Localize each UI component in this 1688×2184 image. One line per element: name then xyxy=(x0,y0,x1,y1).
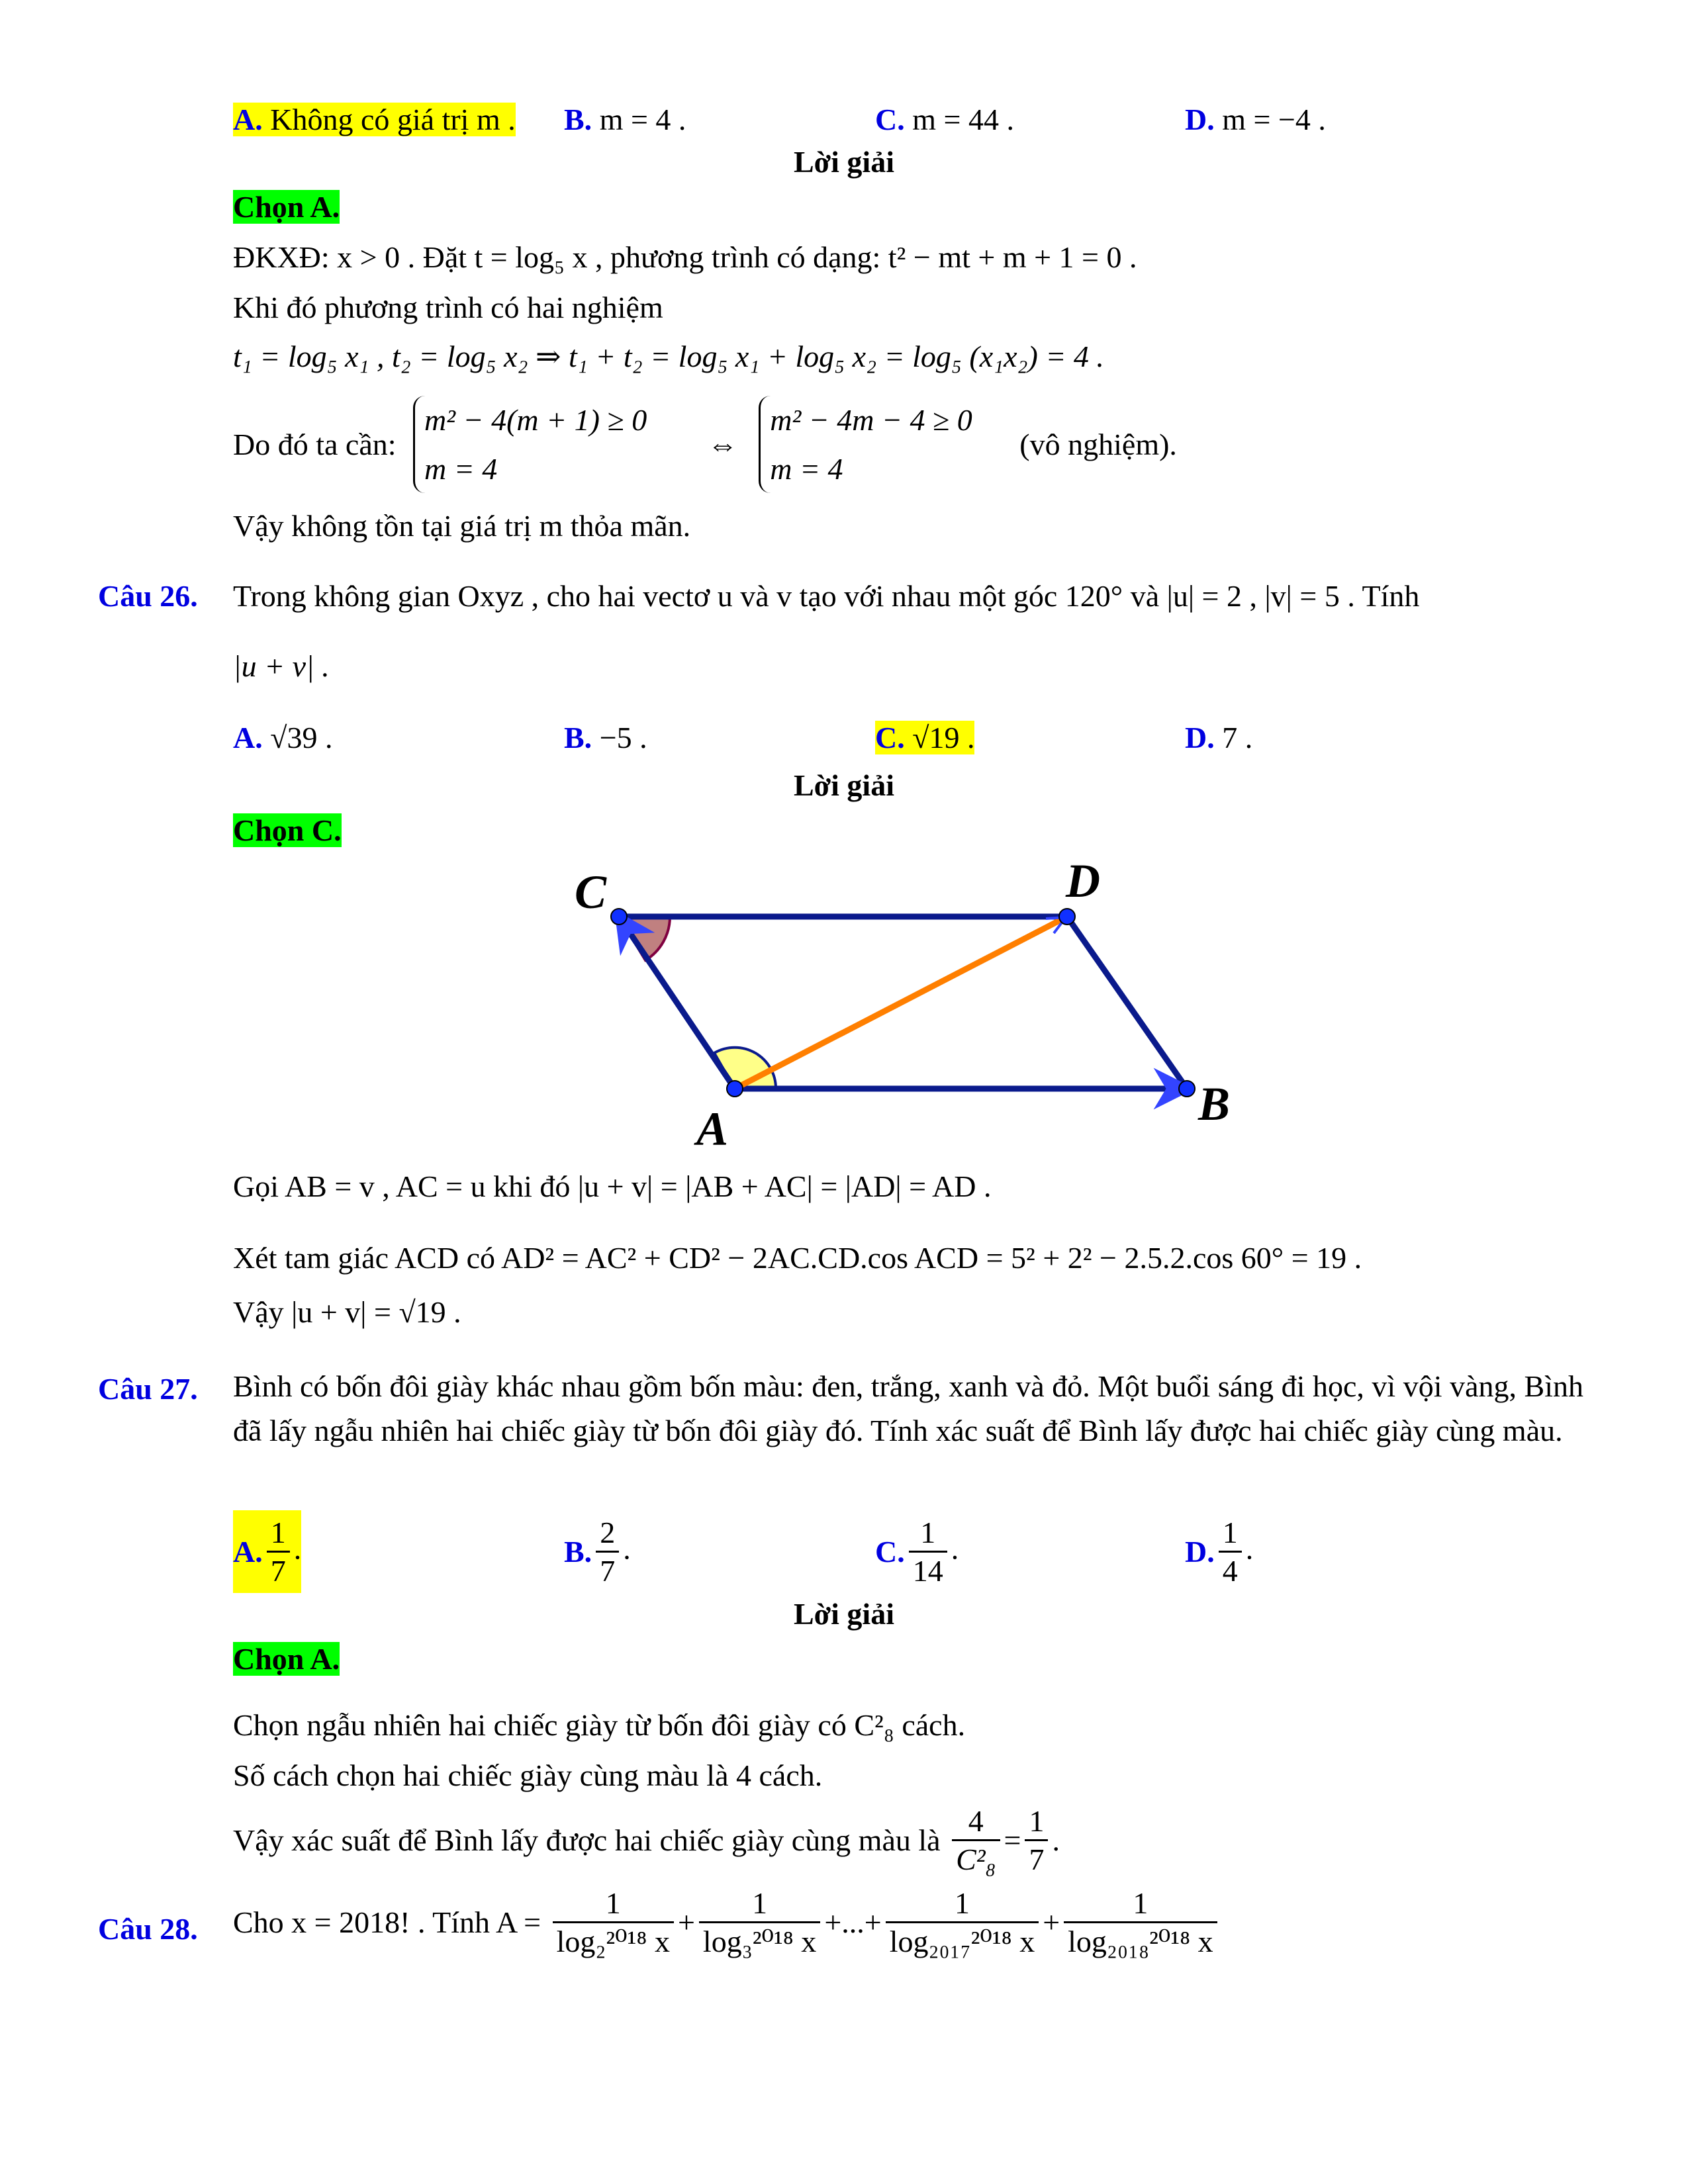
point-a xyxy=(727,1081,743,1097)
q25-sys2-row1: m² − 4m − 4 ≥ 0 xyxy=(770,403,972,437)
q27-option-c-label: C. xyxy=(875,1534,905,1569)
q27-option-a-label: A. xyxy=(233,1534,263,1569)
q25-line4-suffix: (vô nghiệm). xyxy=(1019,427,1177,461)
q26-line2: Xét tam giác ACD có AD² = AC² + CD² − 2AC.CD.cos ACD = 5² + 2² − 2.5.2.cos 60° = 19 . xyxy=(233,1241,1362,1275)
q27-solution-title: Lời giải xyxy=(794,1597,894,1631)
q26-option-a-text: √39 . xyxy=(270,721,333,754)
q26-option-b-label: B. xyxy=(564,721,592,754)
q25-line5: Vậy không tồn tại giá trị m thỏa mãn. xyxy=(233,509,691,543)
q25-option-d-text: m = −4 . xyxy=(1222,103,1326,136)
q28-dots: +...+ xyxy=(824,1905,882,1939)
q27-option-b[interactable]: B. $\frac{2}{7}$ . xyxy=(564,1514,631,1589)
q26-chosen: Chọn C. xyxy=(233,813,342,847)
q26-label: Câu 26. xyxy=(98,579,198,613)
q26-text2: |u + v| . xyxy=(233,649,330,683)
q26-option-d-text: 7 . xyxy=(1222,721,1253,754)
q25-option-c-label: C. xyxy=(875,103,905,136)
q28-t3-den: log₂₀₁₇²⁰¹⁸ x xyxy=(889,1925,1035,1959)
q27-option-a-num: 1 xyxy=(267,1514,290,1553)
q28-text-prefix: Cho x = 2018! . Tính A = xyxy=(233,1905,541,1939)
point-b xyxy=(1179,1081,1195,1097)
q28-t4-den: log₂₀₁₈²⁰¹⁸ x xyxy=(1068,1925,1213,1959)
q27-option-c[interactable]: C. $\frac{1}{14}$ . xyxy=(875,1514,959,1589)
diagonal-ad xyxy=(735,917,1067,1089)
q27-option-b-den: 7 xyxy=(600,1554,616,1588)
q25-sys2-row2: m = 4 xyxy=(770,451,843,486)
q25-line1: ĐKXĐ: x > 0 . Đặt t = log₅ x , phương trình có dạng: t² − mt + m + 1 = 0 . xyxy=(233,240,1137,274)
q25-option-a-text: Không có giá trị m . xyxy=(270,103,516,136)
q25-option-c-text: m = 44 . xyxy=(912,103,1014,136)
q25-option-b-text: m = 4 . xyxy=(599,103,686,136)
q27-option-d-num: 1 xyxy=(1219,1514,1242,1553)
q27-line3: Vậy xác suất để Bình lấy được hai chiếc giày cùng màu là $\frac{4}{\text{C²₈}}$ = $\frac{1}{7}$ . xyxy=(233,1803,1060,1878)
q27-option-d[interactable]: D. $\frac{1}{4}$ . xyxy=(1185,1514,1253,1589)
point-c xyxy=(611,909,627,925)
q26-line1: Gọi AB = v , AC = u khi đó |u + v| = |AB + AC| = |AD| = AD . xyxy=(233,1169,992,1203)
q27-option-d-den: 4 xyxy=(1222,1554,1238,1588)
q25-equiv: ⇔ xyxy=(707,427,738,461)
q25-sys1-row2: m = 4 xyxy=(424,451,498,486)
q27-frac1-num: 4 xyxy=(952,1803,1000,1841)
point-d xyxy=(1059,909,1075,925)
q26-line3: Vậy |u + v| = √19 . xyxy=(233,1295,461,1329)
side-db xyxy=(1067,917,1187,1089)
q28-t1-num: 1 xyxy=(553,1885,674,1923)
q25-option-b-label: B. xyxy=(564,103,592,136)
q28-expression: Cho x = 2018! . Tính A = $\frac{1}{\text{log₂²⁰¹⁸ x}}$ + $\frac{1}{\text{log₃²⁰¹⁸ x}}$ +...+ $\frac{1}{\text{log₂₀₁₇²⁰¹⁸ x}}$ + $\frac{1}{\text{log₂₀₁₈²⁰¹⁸ x}}$ xyxy=(233,1885,1221,1960)
q26-option-d-label: D. xyxy=(1185,721,1215,754)
q25-solution-title: Lời giải xyxy=(794,145,894,179)
q27-line1: Chọn ngẫu nhiên hai chiếc giày từ bốn đôi giày có C²₈ cách. xyxy=(233,1708,966,1742)
q26-option-a-label: A. xyxy=(233,721,263,754)
q25-line3: t₁ = log₅ x₁ , t₂ = log₅ x₂ ⇒ t₁ + t₂ = log₅ x₁ + log₅ x₂ = log₅ (x₁x₂) = 4 . xyxy=(233,340,1104,373)
q25-option-d-label: D. xyxy=(1185,103,1215,136)
q26-option-c-text: √19 . xyxy=(912,721,975,754)
q27-frac2-den: 7 xyxy=(1029,1843,1045,1877)
q27-option-d-label: D. xyxy=(1185,1534,1215,1569)
q27-frac1-den: C²₈ xyxy=(956,1843,996,1877)
q28-t4-num: 1 xyxy=(1064,1885,1217,1923)
q27-frac2-num: 1 xyxy=(1025,1803,1048,1841)
q25-sys1-row1: m² − 4(m + 1) ≥ 0 xyxy=(424,403,647,437)
q27-option-c-den: 14 xyxy=(912,1554,943,1588)
q27-text: Bình có bốn đôi giày khác nhau gồm bốn màu: đen, trắng, xanh và đỏ. Một buổi sáng đi học, vì vội vàng, Bình đã lấy ngẫu nhiên hai chiếc giày từ bốn đôi giày đó. Tính xác suất để Bình lấy được hai chiếc giày cùng màu. xyxy=(233,1369,1583,1447)
q26-option-b-text: −5 . xyxy=(599,721,647,754)
label-d: D xyxy=(1066,854,1100,907)
q27-option-a[interactable]: A. $\frac{1}{7}$ . xyxy=(233,1510,301,1593)
q26-solution-title: Lời giải xyxy=(794,768,894,802)
q28-label: Câu 28. xyxy=(98,1912,198,1946)
q28-t2-den: log₃²⁰¹⁸ x xyxy=(702,1925,817,1959)
q27-option-a-den: 7 xyxy=(270,1554,286,1588)
q27-option-b-label: B. xyxy=(564,1534,592,1569)
label-c: C xyxy=(575,866,607,919)
q26-option-c-label: C. xyxy=(875,721,905,754)
q28-t2-num: 1 xyxy=(699,1885,820,1923)
q25-line4-prefix: Do đó ta cần: xyxy=(233,427,397,461)
q28-t1-den: log₂²⁰¹⁸ x xyxy=(556,1925,670,1959)
q25-line2: Khi đó phương trình có hai nghiệm xyxy=(233,291,663,324)
side-ac xyxy=(619,917,735,1089)
q25-chosen: Chọn A. xyxy=(233,190,340,224)
label-a: A xyxy=(696,1103,729,1156)
q27-option-c-num: 1 xyxy=(909,1514,947,1553)
q27-chosen: Chọn A. xyxy=(233,1642,340,1676)
q26-text1: Trong không gian Oxyz , cho hai vectơ u và v tạo với nhau một góc 120° và |u| = 2 , |v| = 5 . Tính xyxy=(233,579,1420,613)
q27-line3-prefix: Vậy xác suất để Bình lấy được hai chiếc giày cùng màu là xyxy=(233,1823,941,1857)
q27-label: Câu 27. xyxy=(98,1372,198,1406)
q27-line2: Số cách chọn hai chiếc giày cùng màu là 4 cách. xyxy=(233,1758,823,1792)
q25-option-a-label: A. xyxy=(233,103,263,136)
q28-t3-num: 1 xyxy=(886,1885,1039,1923)
q27-option-b-num: 2 xyxy=(596,1514,619,1553)
label-b: B xyxy=(1198,1077,1231,1130)
